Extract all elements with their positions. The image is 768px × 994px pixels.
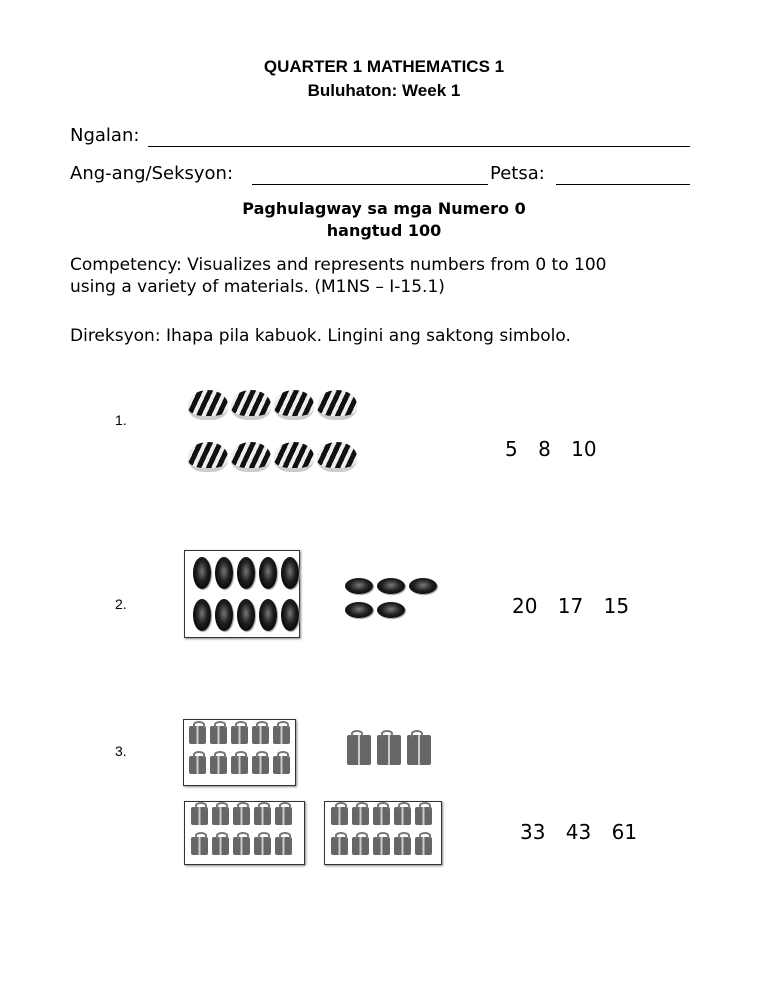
- egg-icon: [193, 557, 211, 589]
- watermelon-icon: [188, 390, 228, 420]
- egg-icon: [345, 602, 373, 618]
- egg-icon: [215, 557, 233, 589]
- answer-choices[interactable]: 5 8 10: [505, 437, 597, 461]
- watermelon-icon: [274, 390, 314, 420]
- ten-frame-box: [324, 801, 442, 865]
- answer-choices[interactable]: 20 17 15: [512, 594, 630, 618]
- gift-group-ten: [187, 722, 297, 782]
- egg-icon: [409, 578, 437, 594]
- gift-icon: [415, 837, 432, 855]
- gift-icon: [275, 837, 292, 855]
- egg-icon: [377, 578, 405, 594]
- header-quarter-subject: QUARTER 1 MATHEMATICS 1: [263, 57, 505, 76]
- competency-text: Competency: Visualizes and represents numbers from 0 to 100: [70, 255, 607, 275]
- ten-frame-box: [183, 719, 296, 786]
- watermelon-icon: [231, 390, 271, 420]
- egg-icon: [345, 578, 373, 594]
- ten-frame-box: [184, 801, 305, 865]
- directions-text: Direksyon: Ihapa pila kabuok. Lingini ang saktong simbolo.: [70, 326, 571, 346]
- gift-icon: [373, 807, 390, 825]
- item-number: 3.: [115, 743, 127, 759]
- gift-icon: [189, 726, 206, 744]
- egg-icon: [259, 557, 277, 589]
- gift-icon: [415, 807, 432, 825]
- gift-icon: [407, 735, 431, 765]
- name-field[interactable]: [148, 146, 690, 147]
- gift-icon: [210, 756, 227, 774]
- egg-group-loose: [343, 576, 443, 624]
- gift-icon: [331, 807, 348, 825]
- egg-icon: [281, 599, 299, 631]
- gift-icon: [210, 726, 227, 744]
- lesson-title-2: hangtud 100: [326, 221, 442, 240]
- item-number: 1.: [115, 412, 127, 428]
- gift-icon: [189, 756, 206, 774]
- header-week: Buluhaton: Week 1: [307, 81, 461, 100]
- section-field[interactable]: [252, 184, 488, 185]
- gift-icon: [252, 756, 269, 774]
- lesson-title: Paghulagway sa mga Numero 0: [242, 199, 526, 218]
- gift-icon: [347, 735, 371, 765]
- egg-icon: [237, 599, 255, 631]
- egg-icon: [259, 599, 277, 631]
- section-label: Ang-ang/Seksyon:: [70, 163, 234, 184]
- watermelon-icon: [317, 442, 357, 472]
- egg-icon: [281, 557, 299, 589]
- gift-icon: [231, 756, 248, 774]
- gift-icon: [233, 837, 250, 855]
- gift-icon: [394, 807, 411, 825]
- gift-group-loose: [344, 735, 444, 765]
- egg-icon: [193, 599, 211, 631]
- gift-icon: [191, 837, 208, 855]
- gift-icon: [273, 726, 290, 744]
- gift-icon: [231, 726, 248, 744]
- watermelon-group: [188, 390, 368, 472]
- egg-group-ten: [191, 555, 301, 639]
- gift-icon: [212, 807, 229, 825]
- competency-text-2: using a variety of materials. (M1NS – I-15.1): [70, 277, 445, 297]
- gift-icon: [331, 837, 348, 855]
- name-label: Ngalan:: [70, 125, 140, 146]
- gift-icon: [352, 807, 369, 825]
- gift-icon: [273, 756, 290, 774]
- date-label: Petsa:: [490, 163, 545, 184]
- egg-icon: [215, 599, 233, 631]
- watermelon-icon: [188, 442, 228, 472]
- gift-icon: [373, 837, 390, 855]
- item-number: 2.: [115, 596, 127, 612]
- gift-icon: [191, 807, 208, 825]
- watermelon-icon: [274, 442, 314, 472]
- gift-icon: [394, 837, 411, 855]
- gift-group-ten: [329, 803, 445, 863]
- gift-icon: [254, 807, 271, 825]
- watermelon-icon: [317, 390, 357, 420]
- gift-icon: [377, 735, 401, 765]
- egg-icon: [377, 602, 405, 618]
- answer-choices[interactable]: 33 43 61: [520, 820, 638, 844]
- ten-frame-box: [184, 550, 300, 638]
- gift-icon: [212, 837, 229, 855]
- gift-group-ten: [189, 803, 307, 863]
- egg-icon: [237, 557, 255, 589]
- gift-icon: [275, 807, 292, 825]
- gift-icon: [233, 807, 250, 825]
- date-field[interactable]: [556, 184, 690, 185]
- gift-icon: [254, 837, 271, 855]
- watermelon-icon: [231, 442, 271, 472]
- gift-icon: [252, 726, 269, 744]
- gift-icon: [352, 837, 369, 855]
